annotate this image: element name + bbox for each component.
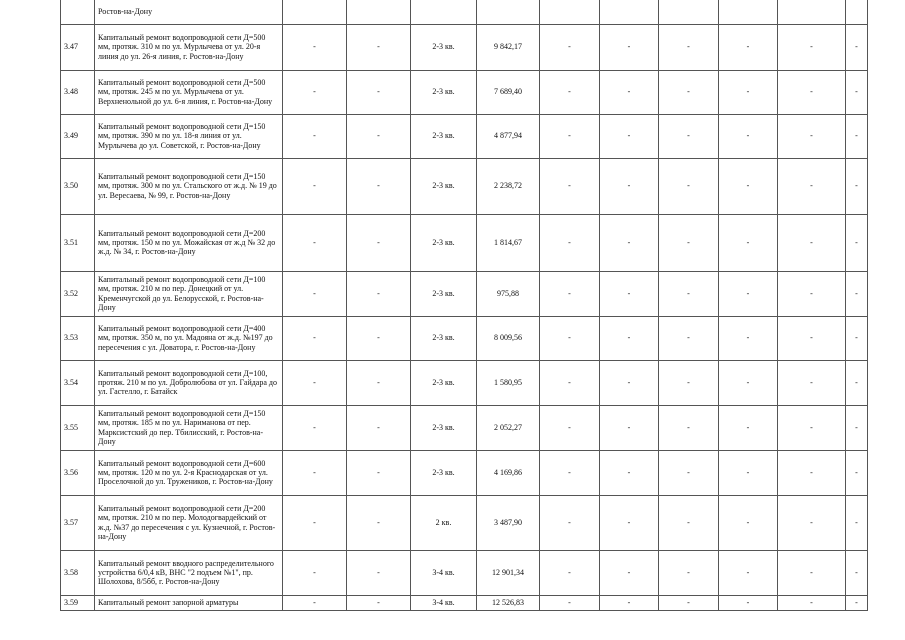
period-cell: 2-3 кв. [411,70,477,114]
dash-cell: - [347,70,411,114]
row-description: Капитальный ремонт водопроводной сети Д=100, протяж. 210 м по ул. Добролюбова от ул. Гайдара до ул. Гастелло, г. Батайск [95,360,283,405]
amount-cell: 8 009,56 [477,316,540,360]
dash-cell: - [778,24,846,70]
dash-cell: - [719,405,778,450]
row-description: Капитальный ремонт водопроводной сети Д=600 мм, протяж. 120 м по ул. 2-я Краснодарская от ул. Проселочной до ул. Тружеников, г. Ростов-на-Дону [95,450,283,495]
dash-cell: - [778,495,846,550]
table-row [61,550,868,595]
dash-cell: - [347,114,411,158]
document-page [60,0,867,611]
dash-cell: - [347,495,411,550]
dash-cell: - [659,405,719,450]
dash-cell: - [659,214,719,271]
dash-cell: - [659,550,719,595]
dash-cell: - [600,495,659,550]
table-row [61,595,868,610]
dash-cell: - [719,450,778,495]
dash-cell: - [347,550,411,595]
dash-cell: - [659,114,719,158]
dash-cell: - [846,24,868,70]
period-cell: 3-4 кв. [411,595,477,610]
dash-cell: - [540,595,600,610]
dash-cell: - [283,595,347,610]
dash-cell: - [600,595,659,610]
dash-cell: - [600,450,659,495]
dash-cell: - [347,595,411,610]
dash-cell: - [283,405,347,450]
dash-cell: - [600,271,659,316]
dash-cell: - [540,550,600,595]
dash-cell: - [347,316,411,360]
row-description: Капитальный ремонт вводного распределительного устройства 6/0,4 кВ, ВНС "2 подъем №1", пр. Шолохова, 8/5бб, г. Ростов-на-Дону [95,550,283,595]
dash-cell: - [600,70,659,114]
row-number: 3.50 [61,158,95,214]
dash-cell: - [659,271,719,316]
dash-cell: - [600,158,659,214]
dash-cell: - [600,24,659,70]
dash-cell: - [283,271,347,316]
dash-cell: - [659,450,719,495]
table-row [61,24,868,70]
period-cell: 2-3 кв. [411,158,477,214]
amount-cell: 1 580,95 [477,360,540,405]
period-cell: 2-3 кв. [411,24,477,70]
dash-cell: - [846,405,868,450]
table-row [61,360,868,405]
amount-cell: 2 052,27 [477,405,540,450]
dash-cell: - [846,595,868,610]
dash-cell: - [659,24,719,70]
amount-cell: 975,88 [477,271,540,316]
dash-cell: - [540,450,600,495]
dash-cell: - [347,360,411,405]
dash-cell: - [600,550,659,595]
dash-cell: - [778,114,846,158]
period-cell: 3-4 кв. [411,550,477,595]
dash-cell: - [719,214,778,271]
period-cell: 2-3 кв. [411,405,477,450]
period-cell: 2-3 кв. [411,214,477,271]
row-number: 3.53 [61,316,95,360]
period-cell: 2-3 кв. [411,271,477,316]
dash-cell: - [347,24,411,70]
dash-cell: - [719,316,778,360]
dash-cell: - [719,495,778,550]
period-cell: 2-3 кв. [411,450,477,495]
dash-cell: - [347,271,411,316]
dash-cell: - [846,360,868,405]
dash-cell: - [719,24,778,70]
dash-cell: - [659,360,719,405]
dash-cell: - [846,495,868,550]
amount-cell: 12 901,34 [477,550,540,595]
dash-cell: - [347,405,411,450]
dash-cell: - [719,271,778,316]
row-description: Капитальный ремонт водопроводной сети Д=500 мм, протяж. 245 м по ул. Мурлычева от ул. Верхненольной до ул. 6-я линия, г. Ростов-на-Дону [95,70,283,114]
amount-cell: 4 877,94 [477,114,540,158]
period-cell: 2-3 кв. [411,316,477,360]
row-description: Капитальный ремонт водопроводной сети Д=200 мм, протяж. 150 м по ул. Можайская от ж.д № 32 до ж.д. № 34, г. Ростов-на-Дону [95,214,283,271]
period-cell: 2-3 кв. [411,360,477,405]
dash-cell: - [659,495,719,550]
row-number: 3.52 [61,271,95,316]
row-number: 3.48 [61,70,95,114]
dash-cell: - [347,450,411,495]
dash-cell: - [540,24,600,70]
dash-cell: - [659,595,719,610]
row-description: Капитальный ремонт водопроводной сети Д=150 мм, протяж. 300 м по ул. Стальского от ж.д. № 19 до ул. Вересаева, № 99, г. Ростов-на-Дону [95,158,283,214]
dash-cell: - [540,114,600,158]
dash-cell: - [283,450,347,495]
dash-cell: - [540,70,600,114]
dash-cell: - [347,214,411,271]
period-cell: 2-3 кв. [411,114,477,158]
row-number: 3.58 [61,550,95,595]
dash-cell: - [846,271,868,316]
row-number: 3.57 [61,495,95,550]
table-row [61,158,868,214]
dash-cell: - [778,450,846,495]
row-number: 3.56 [61,450,95,495]
dash-cell: - [846,158,868,214]
dash-cell: - [719,550,778,595]
dash-cell: - [846,316,868,360]
table-row [61,316,868,360]
row-description: Капитальный ремонт водопроводной сети Д=150 мм, протяж. 390 м по ул. 18-я линия от ул. Мурлычева до ул. Советской, г. Ростов-на-Дону [95,114,283,158]
dash-cell: - [600,214,659,271]
dash-cell: - [600,316,659,360]
dash-cell: - [778,360,846,405]
dash-cell: - [540,495,600,550]
table-row [61,405,868,450]
row-description: Капитальный ремонт запорной арматуры [95,595,283,610]
dash-cell: - [283,316,347,360]
dash-cell: - [719,158,778,214]
table-row [61,114,868,158]
dash-cell: - [719,595,778,610]
dash-cell: - [778,316,846,360]
dash-cell: - [846,70,868,114]
table-body [61,0,868,610]
dash-cell: - [659,316,719,360]
dash-cell: - [846,450,868,495]
row-description: Капитальный ремонт водопроводной сети Д=100 мм, протяж. 210 м по пер. Донецкий от ул. Кременчугской до ул. Белорусской, г. Ростов-на-Дону [95,271,283,316]
capital-repair-table [60,0,868,611]
table-row [61,70,868,114]
dash-cell: - [778,550,846,595]
dash-cell: - [283,360,347,405]
amount-cell: 2 238,72 [477,158,540,214]
dash-cell: - [347,158,411,214]
dash-cell: - [778,70,846,114]
table-row [61,450,868,495]
amount-cell: 3 487,90 [477,495,540,550]
dash-cell: - [540,360,600,405]
amount-cell: 9 842,17 [477,24,540,70]
row-number: 3.49 [61,114,95,158]
dash-cell: - [600,114,659,158]
table-row [61,271,868,316]
dash-cell: - [778,214,846,271]
dash-cell: - [659,70,719,114]
dash-cell: - [600,405,659,450]
dash-cell: - [540,316,600,360]
dash-cell: - [283,550,347,595]
row-description: Ростов-на-Дону [95,0,283,24]
row-number [61,0,95,24]
dash-cell: - [846,214,868,271]
amount-cell: 4 169,86 [477,450,540,495]
dash-cell: - [778,271,846,316]
row-number: 3.47 [61,24,95,70]
dash-cell: - [719,114,778,158]
amount-cell: 1 814,67 [477,214,540,271]
amount-cell: 7 689,40 [477,70,540,114]
row-number: 3.59 [61,595,95,610]
dash-cell: - [719,70,778,114]
amount-cell: 12 526,83 [477,595,540,610]
dash-cell: - [846,114,868,158]
row-description: Капитальный ремонт водопроводной сети Д=150 мм, протяж. 185 м по ул. Нариманова от пер. Марксистский до пер. Тбилисский, г. Ростов-на-Дону [95,405,283,450]
dash-cell: - [540,214,600,271]
dash-cell: - [719,360,778,405]
table-row [61,495,868,550]
dash-cell: - [283,214,347,271]
dash-cell: - [283,158,347,214]
period-cell: 2 кв. [411,495,477,550]
dash-cell: - [778,158,846,214]
dash-cell: - [540,271,600,316]
row-number: 3.55 [61,405,95,450]
dash-cell: - [600,360,659,405]
table-row-continued [61,0,868,24]
dash-cell: - [283,114,347,158]
dash-cell: - [283,70,347,114]
row-description: Капитальный ремонт водопроводной сети Д=400 мм, протяж. 350 м, по ул. Мадояна от ж.д. №197 до пересечения с ул. Доватора, г. Ростов-на-Дону [95,316,283,360]
table-row [61,214,868,271]
dash-cell: - [283,24,347,70]
dash-cell: - [659,158,719,214]
dash-cell: - [283,495,347,550]
row-description: Капитальный ремонт водопроводной сети Д=200 мм, протяж. 210 м по пер. Молодогвардейский от ж.д. №37 до пересечения с ул. Кузнечной, г. Ростов-на-Дону [95,495,283,550]
dash-cell: - [540,158,600,214]
row-number: 3.54 [61,360,95,405]
dash-cell: - [540,405,600,450]
row-number: 3.51 [61,214,95,271]
row-description: Капитальный ремонт водопроводной сети Д=500 мм, протяж. 310 м по ул. Мурлычева от ул. 20-я линия до ул. 26-я линия, г. Ростов-на-Дону [95,24,283,70]
dash-cell: - [778,405,846,450]
dash-cell: - [778,595,846,610]
dash-cell: - [846,550,868,595]
